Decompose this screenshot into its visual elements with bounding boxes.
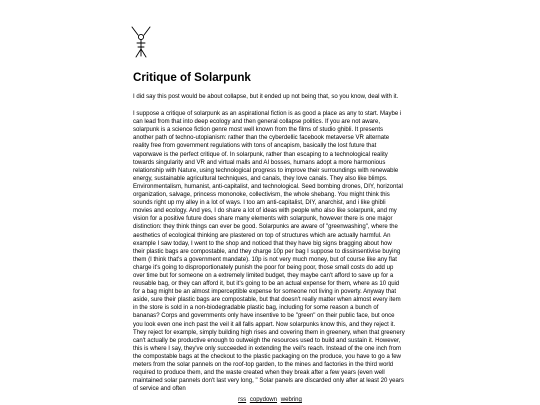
page-title: Critique of Solarpunk xyxy=(133,71,251,84)
post-content xyxy=(133,71,405,405)
copydown-link[interactable]: copydown xyxy=(249,397,278,403)
webring-link[interactable]: webring xyxy=(280,397,302,403)
post-intro: I did say this post would be about collapse, but it ended up not being that, so you know, deal with it. xyxy=(133,94,399,100)
site-footer xyxy=(0,396,540,404)
site-logo-icon xyxy=(130,25,152,59)
post-body: I suppose a critique of solarpunk as an aspirational fiction is as good a place as any to start. Maybe i can lead from that into deep ecology and then general collapse politics. If you are not aware, solarpunk is a science fiction genre most well known from the films of studio ghibli. It presents another path of techno-utopianism: rather than the cyberdellic facebook metaverse VR alternate reality free from government regulations with tons of ancapism, basically the lost future that vaporwave is the perfect critique of. In solarpunk, rather than escaping to a technological reality towards singularity and VR and virtual malls and AI bosses, humans adopt a more harmonious relationship with Nature, using technological progress to improve their surroundings with renewable energy, sustainable agricultural techniques, and canals, they love canals. They also like blimps. Environmentalism, humanist, anti-capitalist, and technological. Seed bombing drones, DIY, horizontal organization, salvage, princess mononoke, collectivism, the whole shebang. You might think this sounds right up my alley in a lot of ways. I too am anti-capitalist, DIY, anarchist, and i like ghibli movies and ecology. And yes, I do share a lot of ideas with people who also like solarpunk, and my vision for a positive future does share many elements with solarpunk, however there is one major distinction: they think things can ever be good. Solarpunks are aware of "greenwashing", where the aesthetics of ecological thinking are plastered on top of structures which are actually harmful. An example I saw today, I went to the shop and noticed that they have big signs bragging about how their plastic bags are compostable, and they charge 10p per bag I suppose to dissinsentivise buying them (I think that's a government mandate). 10p is not very much money, but of course like any flat charge it's going to disproportionately punish the poor for being poor, those small costs do add up over time but for someone on a extremely limited budget, they maybe can't afford to save up for a reusable bag, or they can afford it, but it's going to be an actual expense for them, where as 10 quid for a bag might be an almost imperceptible expense for someone not living in poverty. Anyway that aside, sure their plastic bags are compostable, but that doesn't really matter when almost every item in the store is sold in a non-biodegradable plastic bag, including for some reason a bunch of bananas? Corps and governments only have insentive to be "green" on their public face, but once you look even one inch past the veil it all falls appart. Now solarpunks know this, and they reject it. They reject for example, simply building high rises and covering them in greenery, when that greenery can't actually be productive enough to outweigh the resources used to build and sustain it. However, this is where I say, they've only succeeded in extending the veil's reach. Instead of the one inch from the compostable bags at the checkout to the plastic packaging on the produce, you have to go a few meters from the solar pannels on the roof-top garden, to the mines and factories in the third world required to produce them, and the waste created when they break after a few years (even well maintained solar pannels don't last very long, " Solar panels are discarded only after at least 20 years of service and often xyxy=(133,111,405,393)
rss-link[interactable]: rss xyxy=(238,397,247,403)
